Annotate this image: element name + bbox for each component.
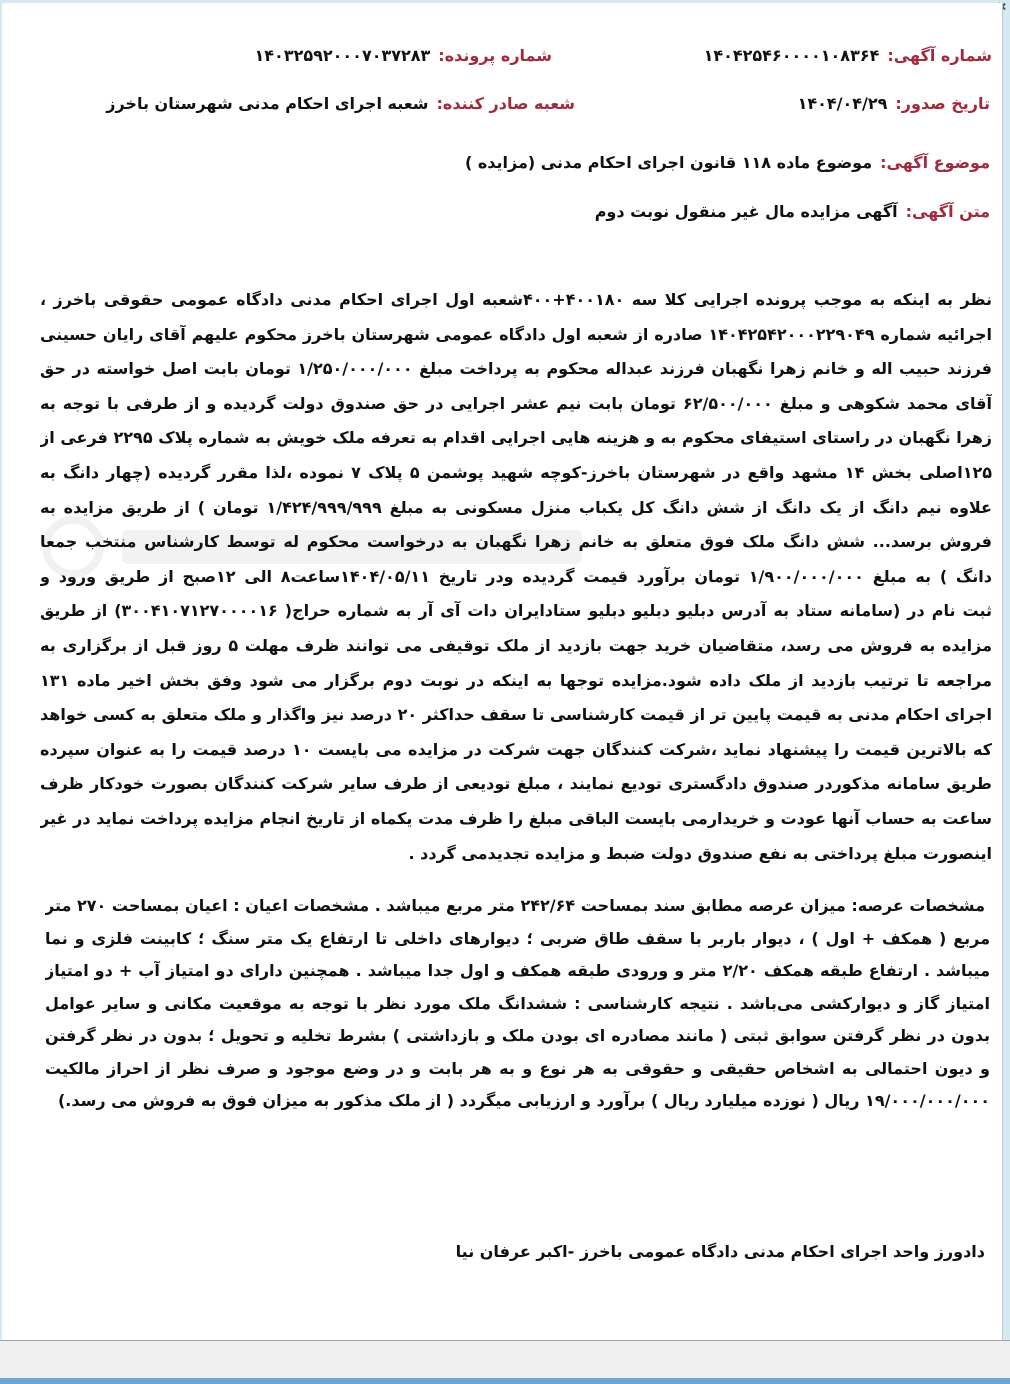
case-number-label: شماره پرونده: xyxy=(438,46,552,65)
bottom-scroll-area[interactable] xyxy=(0,1340,1010,1378)
paragraph-line: ثبت نام در (سامانه ستاد به آدرس دبلیو دبلیو دبلیو ستادایران دات آی آر به شماره حراج( ۳۰۰۴۱۰۷۱۲۷۰۰۰۰۱۶) از طریق xyxy=(40,601,992,621)
paragraph-line: نظر به اینکه به موجب پرونده اجرایی کلا سه ۴۰۰۱۸۰+۴۰۰شعبه اول اجرای احکام مدنی دادگاه عمومی حقوقی باخرز ، xyxy=(40,290,992,309)
paragraph-line: که بالاترین قیمت را پیشنهاد نماید ،شرکت کنندگان جهت شرکت در مزایده می بایست ۱۰ درصد قیمت را به عنوان سپرده xyxy=(40,739,992,759)
subject-label: موضوع آگهی: xyxy=(880,153,990,172)
issuing-branch-label: شعبه صادر کننده: xyxy=(436,94,575,113)
issue-date-field xyxy=(798,90,990,118)
paragraph-line: ۱۲۵اصلی بخش ۱۴ مشهد واقع در شهرستان باخرز-کوچه شهید پوشمن ۵ پلاک ۷ نموده ،لذا مقرر گردیده (چهار دانگ به xyxy=(40,462,992,482)
paragraph-line: اینصورت مبلغ پرداختی به نفع صندوق دولت ضبط و مزایده تجدیدمی گردد . xyxy=(408,843,992,863)
paragraph-line: اجرائیه شماره ۱۴۰۴۲۵۴۲۰۰۰۲۲۹۰۴۹ صادره از شعبه اول دادگاه عمومی شهرستان باخرز محکوم علیهم آقای رایان حسینی xyxy=(40,324,992,344)
notice-number-label: شماره آگهی: xyxy=(887,46,992,65)
notice-number: ۱۴۰۴۲۵۴۶۰۰۰۰۱۰۸۳۶۴ xyxy=(703,46,880,65)
paragraph-line: فروش برسد... شش دانگ ملک فوق متعلق به خانم زهرا نگهبان به درخواست محکوم له توسط کارشناس منتخب جمعا xyxy=(40,532,992,552)
paragraph-line: آقای محمد شکوهی و مبلغ ۶۲/۵۰۰/۰۰۰ تومان بابت نیم عشر اجرایی در حق صندوق دولت گردیده و از طرفی با توجه به xyxy=(40,393,992,413)
paragraph-line: دانگ ) به مبلغ ۱/۹۰۰/۰۰۰/۰۰۰ تومان برآورد قیمت گردیده ودر تاریخ ۱۴۰۴/۰۵/۱۱ساعت۸ الی ۱۲صبح از طریق ورود و xyxy=(40,566,992,586)
paragraph-line: امتیاز گاز و دیوارکشی می‌باشد . نتیجه کارشناسی : ششدانگ ملک مورد نظر با توجه به موقعیت مکانی و سایر عوامل xyxy=(45,993,990,1013)
property-specs-paragraph xyxy=(45,890,990,1118)
notice-title: آگهی مزایده مال غیر منقول نوبت دوم xyxy=(594,202,898,221)
issuing-branch: شعبه اجرای احکام مدنی شهرستان باخرز xyxy=(106,94,429,113)
subject-field xyxy=(465,149,990,177)
paragraph-line: مربع ( همکف + اول ) ، دیوار باربر با سقف طاق ضربی ؛ دیوارهای داخلی تا ارتفاع یک متر سنگ ؛ کابینت فلزی و نما xyxy=(45,928,990,948)
paragraph-line: بدون در نظر گرفتن سوابق ثبتی ( مانند مصادره ای بودن ملک و بازداشتی ) بشرط تخلیه و تحویل ؛ بدون در نظر گرفتن xyxy=(45,1026,990,1045)
signature-line: دادورز واحد اجرای احکام مدنی دادگاه عمومی باخرز -اکبر عرفان نیا xyxy=(455,1242,985,1261)
paragraph-line: ساعت به حساب آنها عودت و خریدارمی بایست الباقی مبلغ را ظرف مدت یکماه از تاریخ انجام مزایده پرداخت نماید در غیر xyxy=(40,808,992,828)
issue-date: ۱۴۰۴/۰۴/۲۹ xyxy=(797,94,888,113)
issue-date-label: تاریخ صدور: xyxy=(895,94,990,113)
paragraph-line: اجرای احکام مدنی به قیمت پایین تر از قیمت کارشناسی تا سقف حداکثر ۲۰ درصد نیز واگذار و ملک متعلق به کسی خواهد xyxy=(40,705,992,725)
paragraph-line: و دیون احتمالی به اشخاص حقیقی و حقوقی به هر نوع و به هر بابت و در وضع موجود و صرف نظر از احراز مالکیت xyxy=(45,1058,990,1078)
paragraph-line: میباشد . ارتفاع طبقه همکف ۲/۲۰ متر و ورودی طبقه همکف و اول جدا میباشد . همچنین دارای دو امتیاز آب + دو امتیاز xyxy=(45,961,990,980)
paragraph-line: طریق سامانه مذکوردر صندوق دادگستری تودیع نمایند ، مبلغ تودیعی از طرف سایر شرکت کنندگان بصورت خودکار ظرف xyxy=(40,774,992,794)
bottom-strip xyxy=(0,1378,1010,1384)
paragraph-line: زهرا نگهبان در راستای استیفای محکوم به و هزینه هایی اجرایی اقدام به تعرفه ملک خویش به شماره پلاک ۲۲۹۵ فرعی از xyxy=(40,428,992,448)
case-number: ۱۴۰۳۲۵۹۲۰۰۰۷۰۳۷۲۸۳ xyxy=(254,46,431,65)
subject: موضوع ماده ۱۱۸ قانون اجرای احکام مدنی (مزایده ) xyxy=(464,153,873,172)
notice-document xyxy=(2,3,1003,1340)
issuing-branch-field xyxy=(106,90,575,118)
paragraph-line: مراجعه تا ترتیب بازدید از ملک داده شود.مزایده توجها به اینکه در نوبت دوم برگزار می شود وفق بخش اخیر ماده ۱۳۱ xyxy=(40,670,992,690)
notice-number-field xyxy=(704,42,992,70)
paragraph-line: فرزند حبیب اله و خانم زهرا نگهبان فرزند عبداله محکوم به پرداخت مبلغ ۱/۲۵۰/۰۰۰/۰۰۰ تومان بابت اصل خواسته در حق xyxy=(40,359,992,379)
paragraph-line: مزایده به فروش می رسد، متقاضیان خرید جهت بازدید از ملک توقیفی می توانند ظرف مهلت ۵ روز قبل از برگزاری به xyxy=(40,635,992,655)
notice-text-field xyxy=(595,198,990,226)
paragraph-line: علاوه نیم دانگ از یک دانگ از شش دانگ کل یکباب منزل مسکونی به مبلغ ۱/۴۲۴/۹۹۹/۹۹۹ تومان ) از طریق مزایده به xyxy=(40,497,992,517)
paragraph-line: مشخصات عرصه: میزان عرصه مطابق سند بمساحت ۲۴۲/۶۴ متر مربع میباشد . مشخصات اعیان : اعیان بمساحت ۲۷۰ متر xyxy=(45,896,985,915)
case-number-field xyxy=(255,42,552,70)
paragraph-line: ۱۹/۰۰۰/۰۰۰/۰۰۰ ریال ( نوزده میلیارد ریال ) برآورد و ارزیابی میگردد ( از ملک مذکور به میزان فوق به فروش می رسد.) xyxy=(57,1091,990,1110)
notice-text-label: متن آگهی: xyxy=(905,202,990,221)
main-paragraph xyxy=(40,283,992,871)
